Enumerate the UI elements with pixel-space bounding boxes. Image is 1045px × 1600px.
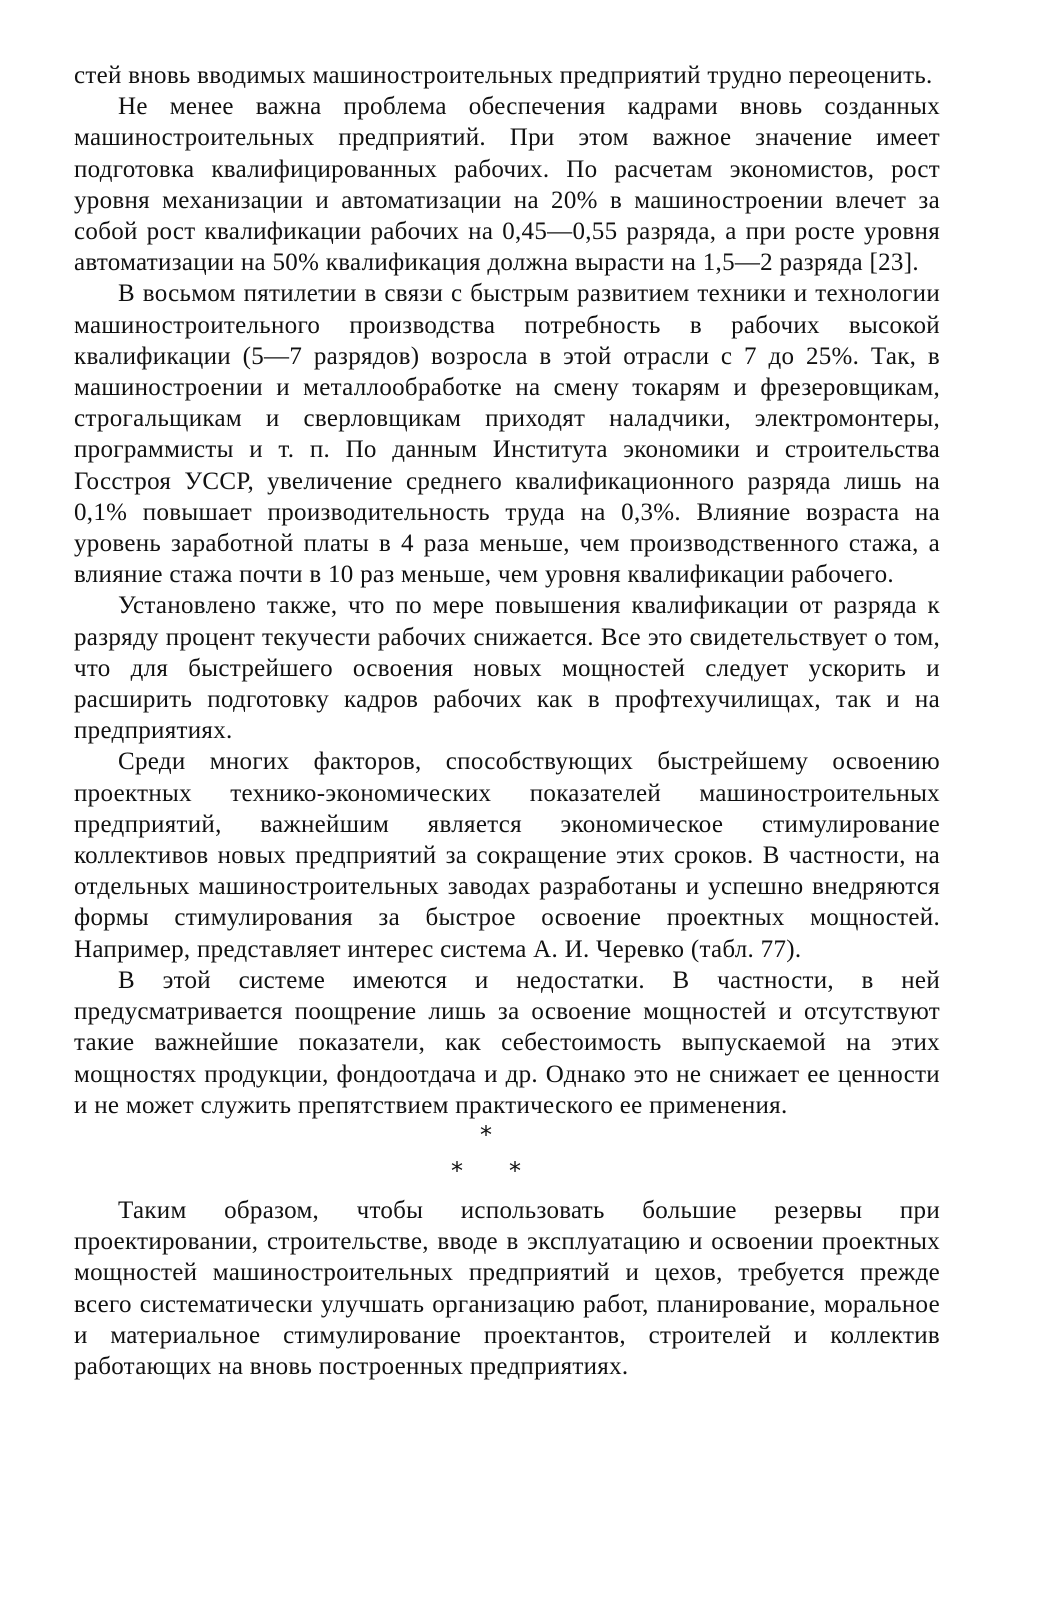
- separator-star: *: [451, 1156, 464, 1185]
- paragraph-stimulation: Среди многих факторов, способствующих быстрейшему освоению проектных технико-экономических показателей машиностроительных предприятий, важнейшим является экономическое стимулирование коллективов новых предприятий за сокращение этих сроков. В частности, на отдельных машиностроительных заводах разработаны и успешно внедряются формы стимулирования за быстрое освоение проектных мощностей. Например, представляет интерес система А. И. Черевко (табл. 77).: [74, 748, 940, 963]
- paragraph-staffing: Не менее важна проблема обеспечения кадрами вновь созданных машиностроительных предприятий. При этом важное значение имеет подготовка квалифицированных рабочих. По расчетам экономистов, рост уровня механизации и автоматизации на 20% в машиностроении влечет за собой рост квалификации рабочих на 0,45—0,55 разряда, а при росте уровня автоматизации на 50% квалификация должна вырасти на 1,5—2 разряда [23].: [74, 93, 940, 277]
- section-separator: [74, 1120, 940, 1195]
- paragraph-conclusion: Таким образом, чтобы использовать большие резервы при проектировании, строительстве, вводе в эксплуатацию и освоении проектных мощностей машиностроительных предприятий и цехов, требуется прежде всего систематически улучшать организацию работ, планирование, моральное и материальное стимулирование проектантов, строителей и коллектив работающих на вновь построенных предприятиях.: [74, 1196, 940, 1380]
- paragraph-shortcomings: В этой системе имеются и недостатки. В частности, в ней предусматривается поощрение лишь за освоение мощностей и отсутствуют такие важнейшие показатели, как себестоимость выпускаемой на этих мощностях продукции, фондоотдача и др. Однако это не снижает ее ценности и не может служить препятствием практического ее применения.: [74, 966, 940, 1119]
- paragraph-eighth-five-year-plan: В восьмом пятилетии в связи с быстрым развитием техники и технологии машиностроительного производства потребность в рабочих высокой квалификации (5—7 разрядов) возросла в этой отрасли с 7 до 25%. Так, в машиностроении и металлообработке на смену токарям и фрезеровщикам, строгальщикам и сверловщикам приходят наладчики, электромонтеры, программисты и т. п. По данным Института экономики и строительства Госстроя УССР, увеличение среднего квалификационного разряда лишь на 0,1% повышает производительность труда на 0,3%. Влияние возраста на уровень заработной платы в 4 раза меньше, чем производственного стажа, а влияние стажа почти в 10 раз меньше, чем уровня квалификации рабочего.: [74, 280, 940, 589]
- separator-star: *: [480, 1120, 493, 1149]
- paragraph-continuation: стей вновь вводимых машиностроительных предприятий трудно переоценить.: [74, 62, 933, 89]
- separator-star: *: [509, 1156, 522, 1185]
- page-text: [74, 60, 940, 1382]
- paragraph-turnover: Установлено также, что по мере повышения квалификации от разряда к разряду процент текучести рабочих снижается. Все это свидетельствует о том, что для быстрейшего освоения новых мощностей следует ускорить и расширить подготовку кадров рабочих как в профтехучилищах, так и на предприятиях.: [74, 592, 940, 745]
